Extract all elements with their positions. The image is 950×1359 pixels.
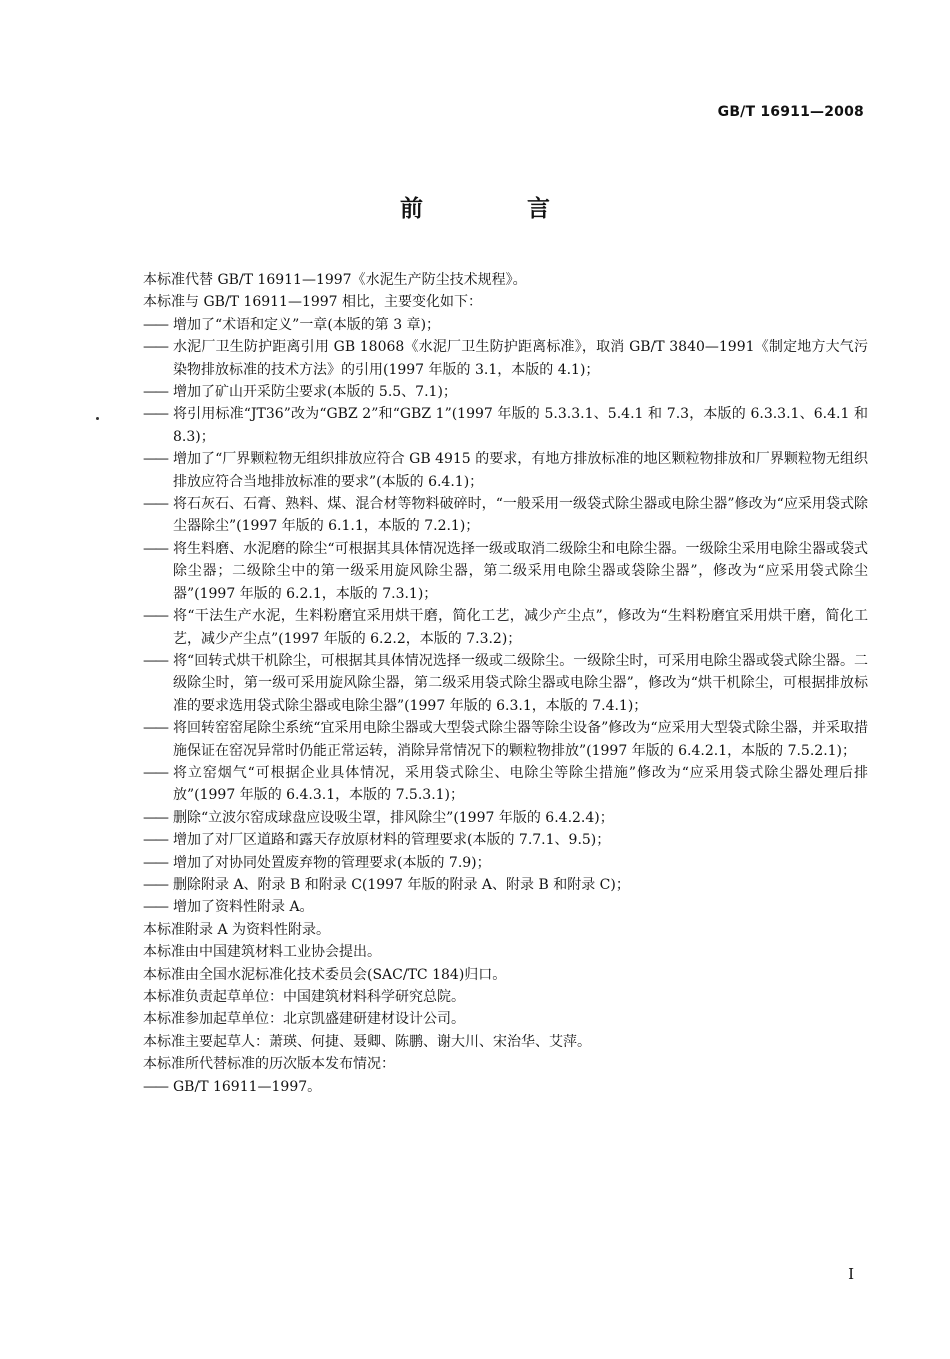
list-item-text: 增加了对协同处置废弃物的管理要求(本版的 7.9)； xyxy=(173,854,491,871)
list-item xyxy=(143,852,868,874)
history-item-text: GB/T 16911—1997。 xyxy=(173,1078,322,1095)
list-item xyxy=(143,336,868,381)
dash-marker: —— xyxy=(143,832,167,849)
list-item-text: 将石灰石、石膏、熟料、煤、混合材等物料破碎时，“一般采用一级袋式除尘器或电除尘器”修改为“应采用袋式除尘器除尘”(1997 年版的 6.1.1，本版的 7.2.1)； xyxy=(173,496,868,535)
history-item xyxy=(143,1076,868,1098)
list-item xyxy=(143,381,868,403)
list-item xyxy=(143,896,868,918)
list-item-text: 增加了“厂界颗粒物无组织排放应符合 GB 4915 的要求，有地方排放标准的地区颗粒物排放和厂界颗粒物无组织排放应符合当地排放标准的要求”(本版的 6.4.1)； xyxy=(173,451,868,490)
closing-paragraph: 本标准负责起草单位：中国建筑材料科学研究总院。 xyxy=(143,989,465,1005)
list-item-text: 水泥厂卫生防护距离引用 GB 18068《水泥厂卫生防护距离标准》，取消 GB/T 3840—1991《制定地方大气污染物排放标准的技术方法》的引用(1997 年版的 3.1，本版的 4.1)； xyxy=(173,339,868,378)
intro-paragraph: 本标准与 GB/T 16911—1997 相比，主要变化如下： xyxy=(143,294,483,311)
dash-marker: —— xyxy=(143,720,167,737)
list-item-text: 增加了对厂区道路和露天存放原材料的管理要求(本版的 7.7.1、9.5)； xyxy=(173,832,611,849)
list-item xyxy=(143,807,868,829)
dash-marker: —— xyxy=(143,451,167,468)
dash-marker: —— xyxy=(143,899,167,916)
standard-code: GB/T 16911—2008 xyxy=(717,104,864,120)
page-number: I xyxy=(848,1265,854,1283)
list-item-text: 删除“立波尔窑成球盘应设吸尘罩，排风除尘”(1997 年版的 6.4.2.4)； xyxy=(173,809,614,826)
list-item-text: 将生料磨、水泥磨的除尘“可根据其具体情况选择一级或取消二级除尘和电除尘器。一级除尘采用电除尘器或袋式除尘器；二级除尘中的第一级采用旋风除尘器，第二级采用电除尘器或袋除尘器”，修改为“应采用袋式除尘器”(1997 年版的 6.2.1，本版的 7.3.1)； xyxy=(173,540,868,602)
intro-paragraph: 本标准代替 GB/T 16911—1997《水泥生产防尘技术规程》。 xyxy=(143,272,527,288)
list-item-text: 将“干法生产水泥，生料粉磨宜采用烘干磨，简化工艺，减少产尘点”，修改为“生料粉磨宜采用烘干磨，简化工艺，减少产尘点”(1997 年版的 6.2.2，本版的 7.3.2)； xyxy=(173,608,868,647)
list-item xyxy=(143,762,868,807)
closing-paragraph: 本标准所代替标准的历次版本发布情况： xyxy=(143,1056,395,1073)
list-item-text: 将立窑烟气“可根据企业具体情况，采用袋式除尘、电除尘等除尘措施”修改为“应采用袋式除尘器处理后排放”(1997 年版的 6.4.3.1，本版的 7.5.3.1)； xyxy=(173,764,868,804)
list-item xyxy=(143,829,868,851)
foreword-body xyxy=(143,269,868,1098)
list-item xyxy=(143,448,868,493)
dash-marker: —— xyxy=(143,540,167,557)
changes-list xyxy=(143,314,868,919)
closing-paragraph: 本标准主要起草人：萧瑛、何捷、聂卿、陈鹏、谢大川、宋治华、艾萍。 xyxy=(143,1033,591,1050)
dash-marker: —— xyxy=(143,652,167,669)
list-item-text: 增加了“术语和定义”一章(本版的第 3 章)； xyxy=(173,316,441,333)
closing-paragraph: 本标准由中国建筑材料工业协会提出。 xyxy=(143,944,381,961)
dash-marker: —— xyxy=(143,406,167,423)
dash-marker: —— xyxy=(143,854,167,871)
list-item xyxy=(143,403,868,448)
list-item xyxy=(143,493,868,538)
list-item xyxy=(143,874,868,896)
list-item xyxy=(143,538,868,605)
dash-marker: —— xyxy=(143,809,167,826)
dash-marker: —— xyxy=(143,1078,167,1095)
list-item xyxy=(143,314,868,336)
dash-marker: —— xyxy=(143,764,167,781)
dash-marker: —— xyxy=(143,608,167,625)
dash-marker: —— xyxy=(143,496,167,513)
list-item-text: 增加了矿山开采防尘要求(本版的 5.5、7.1)； xyxy=(173,384,457,401)
list-item xyxy=(143,650,868,717)
closing-paragraph: 本标准由全国水泥标准化技术委员会(SAC/TC 184)归口。 xyxy=(143,966,507,983)
list-item-text: 将“回转式烘干机除尘，可根据其具体情况选择一级或二级除尘。一级除尘时，可采用电除尘器或袋式除尘器。二级除尘时，第一级可采用旋风除尘器，第二级采用袋式除尘器或电除尘器”，修改为“烘干机除尘，可根据排放标准的要求选用袋式除尘器或电除尘器”(1997 年版的 6.3.1，本版的 7.4.1)； xyxy=(173,652,868,714)
list-item xyxy=(143,605,868,650)
dash-marker: —— xyxy=(143,316,167,333)
list-item xyxy=(143,717,868,762)
list-item-text: 增加了资料性附录 A。 xyxy=(173,899,314,916)
scan-speck xyxy=(96,417,99,420)
list-item-text: 删除附录 A、附录 B 和附录 C(1997 年版的附录 A、附录 B 和附录 C)； xyxy=(173,876,630,893)
dash-marker: —— xyxy=(143,384,167,401)
closing-paragraph: 本标准附录 A 为资料性附录。 xyxy=(143,921,331,938)
dash-marker: —— xyxy=(143,339,167,356)
closing-paragraph: 本标准参加起草单位：北京凯盛建研建材设计公司。 xyxy=(143,1011,465,1028)
page-title: 前 言 xyxy=(399,196,598,222)
list-item-text: 将引用标准“JT36”改为“GBZ 2”和“GBZ 1”(1997 年版的 5.3.3.1、5.4.1 和 7.3，本版的 6.3.3.1、6.4.1 和 8.3)； xyxy=(173,406,868,445)
dash-marker: —— xyxy=(143,876,167,893)
list-item-text: 将回转窑窑尾除尘系统“宜采用电除尘器或大型袋式除尘器等除尘设备”修改为“应采用大型袋式除尘器，并采取措施保证在窑况异常时仍能正常运转，消除异常情况下的颗粒物排放”(1997 年版的 6.4.2.1，本版的 7.5.2.1)； xyxy=(173,720,868,759)
